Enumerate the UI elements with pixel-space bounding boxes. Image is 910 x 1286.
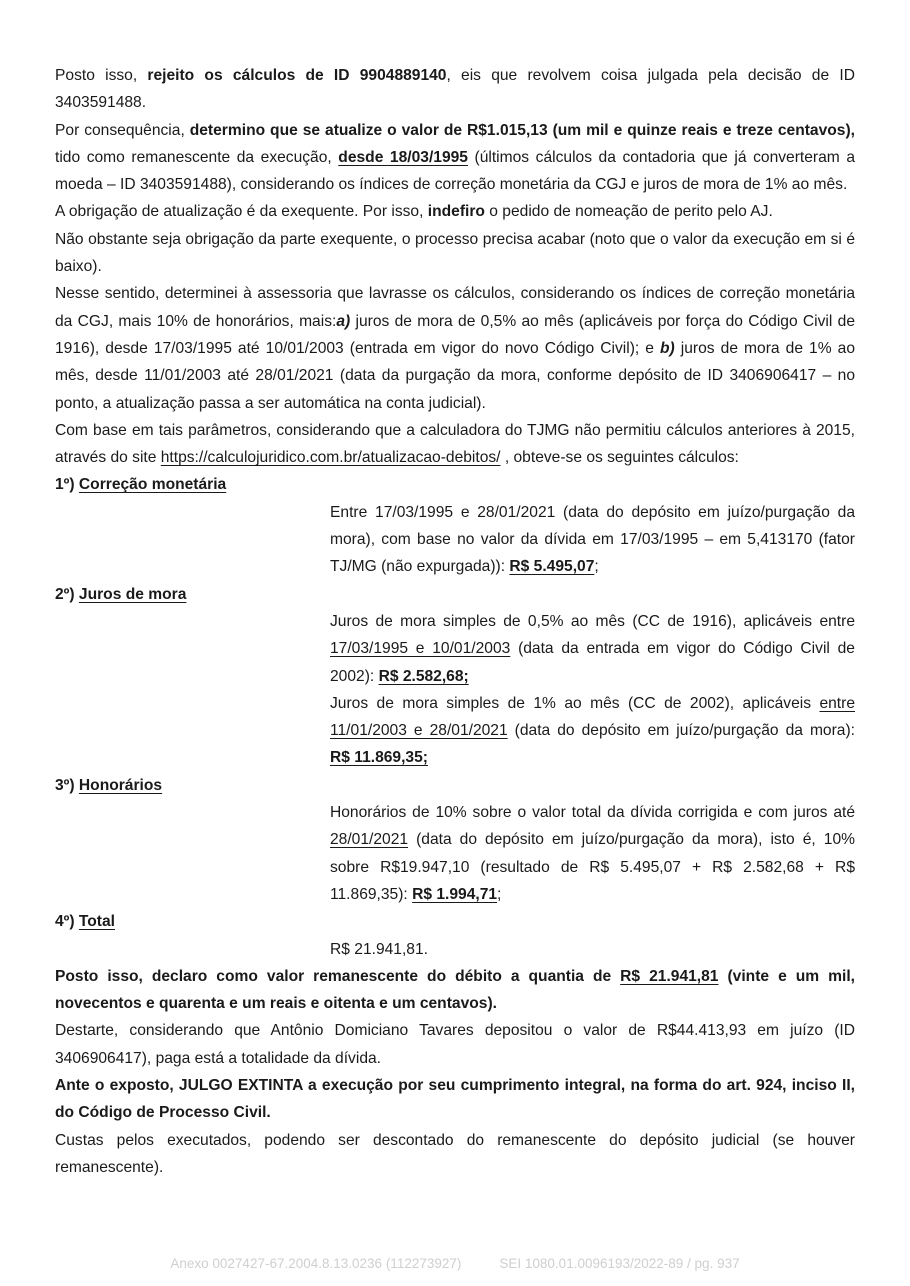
paragraph-denial: A obrigação de atualização é da exequente. Por isso, indefiro o pedido de nomeação de perito pelo AJ. (55, 203, 773, 221)
paragraph-calculator: Com base em tais parâmetros, considerando que a calculadora do TJMG não permitiu cálculos anteriores à 2015, através do site https://calculojuridico.com.br/atualizacao-debitos/ , obteve-se os seguintes cálculos: (55, 421, 855, 467)
paragraph-declaration: Posto isso, declaro como valor remanescente do débito a quantia de R$ 21.941,81 (vinte e um mil, novecentos e quarenta e um reais e oitenta e um centavos). (55, 967, 855, 1013)
document-body (55, 62, 855, 1181)
footer-sei-reference: SEI 1080.01.0096193/2022-89 / pg. 937 (499, 1256, 740, 1271)
paragraph-update-order: Por consequência, determino que se atualize o valor de R$1.015,13 (um mil e quinze reais e treze centavos), tido como remanescente da execução, desde 18/03/1995 (últimos cálculos da contadoria que já converteram a moeda – ID 3403591488), considerando os índices de correção monetária da CGJ e juros de mora de 1% ao mês. (55, 121, 855, 194)
paragraph-costs: Custas pelos executados, podendo ser descontado do remanescente do depósito judicial (se houver remanescente). (55, 1131, 855, 1176)
calculator-link[interactable]: https://calculojuridico.com.br/atualizacao-debitos/ (160, 449, 501, 467)
section-heading-interest: 2º) Juros de mora (55, 585, 187, 603)
footer-annex: Anexo 0027427-67.2004.8.13.0236 (112273927) (170, 1256, 462, 1271)
paragraph-judgment: Ante o exposto, JULGO EXTINTA a execução por seu cumprimento integral, na forma do art. 924, inciso II, do Código de Processo Civil. (55, 1076, 855, 1122)
paragraph-obligation: Não obstante seja obrigação da parte exequente, o processo precisa acabar (noto que o valor da execução em si é baixo). (55, 230, 855, 276)
paragraph-deposit: Destarte, considerando que Antônio Domiciano Tavares depositou o valor de R$44.413,93 em juízo (ID 3406906417), paga está a totalidade da dívida. (55, 1022, 855, 1067)
section-heading-fees: 3º) Honorários (55, 776, 163, 794)
paragraph-parameters: Nesse sentido, determinei à assessoria que lavrasse os cálculos, considerando os índices de correção monetária da CGJ, mais 10% de honorários, mais:a) juros de mora de 0,5% ao mês (aplicáveis por força do Código Civil de 1916), desde 17/03/1995 até 10/01/2003 (entrada em vigor do novo Código Civil); e b) juros de mora de 1% ao mês, desde 11/01/2003 até 28/01/2021 (data da purgação da mora, conforme depósito de ID 3406906417 – no ponto, a atualização passa a ser automática na conta judicial). (55, 285, 855, 412)
section-text-fees: Honorários de 10% sobre o valor total da dívida corrigida e com juros até 28/01/2021 (data do depósito em juízo/purgação da mora), isto é, 10% sobre R$19.947,10 (resultado de R$ 5.495,07 + R$ 2.582,68 + R$ 11.869,35): R$ 1.994,71; (330, 804, 855, 903)
section-text-correction: Entre 17/03/1995 e 28/01/2021 (data do depósito em juízo/purgação da mora), com base no valor da dívida em 17/03/1995 – em 5,413170 (fator TJ/MG (não expurgada)): R$ 5.495,07; (330, 503, 855, 576)
section-text-interest-a: Juros de mora simples de 0,5% ao mês (CC de 1916), aplicáveis entre 17/03/1995 e 10/01/2003 (data da entrada em vigor do Código Civil de 2002): R$ 2.582,68; (330, 612, 855, 685)
section-text-total: R$ 21.941,81. (330, 940, 428, 958)
section-heading-correction: 1º) Correção monetária (55, 476, 227, 494)
page-footer (0, 1256, 910, 1271)
paragraph-rejection: Posto isso, rejeito os cálculos de ID 9904889140, eis que revolvem coisa julgada pela decisão de ID 3403591488. (55, 67, 855, 112)
section-text-interest-b: Juros de mora simples de 1% ao mês (CC de 2002), aplicáveis entre 11/01/2003 e 28/01/2021 (data do depósito em juízo/purgação da mora): R$ 11.869,35; (330, 694, 855, 767)
section-heading-total: 4º) Total (55, 913, 115, 931)
